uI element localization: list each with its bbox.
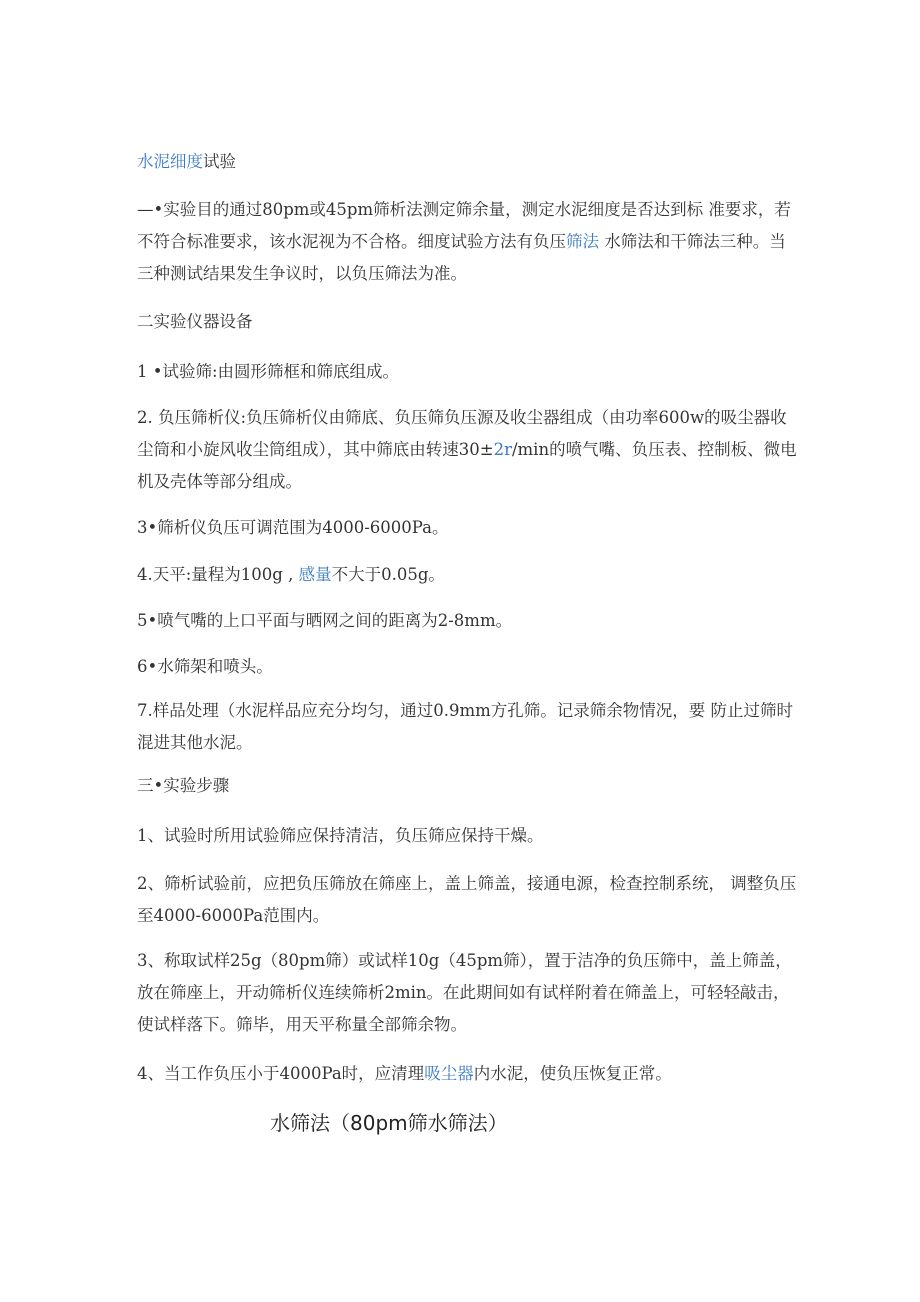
- section1-link[interactable]: 筛法: [566, 232, 599, 251]
- document-title: [137, 146, 797, 178]
- equipment-item-6: 6•水筛架和喷头。: [137, 657, 273, 676]
- water-sieve-subheading: 水筛法（80pm筛水筛法）: [270, 1111, 508, 1135]
- equipment-item-1: 1 •试验筛:由圆形筛框和筛底组成。: [137, 362, 400, 381]
- item4-text-a: 4.天平:量程为100g ,: [137, 565, 299, 584]
- equipment-item-7: 7.样品处理（水泥样品应充分均匀，通过0.9mm方孔筛。记录筛余物情况，要 防止过筛时混进其他水泥。: [137, 701, 794, 752]
- item4-link[interactable]: 感量: [298, 565, 332, 584]
- section3-heading: 三•实验步骤: [137, 776, 230, 795]
- equipment-item-2: [137, 402, 797, 498]
- section1-paragraph: [137, 194, 797, 290]
- title-link[interactable]: 水泥细度: [137, 152, 203, 171]
- step4-text-a: 4、当工作负压小于4000Pa时，应清理: [137, 1064, 425, 1083]
- title-rest: 试验: [203, 152, 236, 171]
- procedure-step-4: [137, 1058, 797, 1090]
- item4-text-b: 不大于0.05g。: [331, 565, 445, 584]
- section1-text-a: —•实验目的通过80pm或45pm筛析法测定筛余量，测定水泥细度是否达到标 准要求，若不符合标准要求，该水泥视为不合格。细度试验方法有负压: [137, 200, 791, 251]
- equipment-item-3: 3•筛析仪负压可调范围为4000-6000Pa。: [137, 518, 449, 537]
- item2-text-b: /min的喷气嘴、负压表、控制板、微电机及壳体等部分组成。: [137, 440, 797, 491]
- section2-heading: 二实验仪器设备: [137, 312, 253, 331]
- section1-text-b: 水筛法和干筛法三种。当三种测试结果发生争议时，以负压筛法为准。: [137, 232, 786, 283]
- item2-link[interactable]: 2r: [493, 440, 512, 459]
- equipment-item-5: 5•喷气嘴的上口平面与晒网之间的距离为2-8mm。: [137, 611, 513, 630]
- procedure-step-3: 3、称取试样25g（80pm筛）或试样10g（45pm筛），置于洁净的负压筛中，盖上筛盖，放在筛座上，开动筛析仪连续筛析2min。在此期间如有试样附着在筛盖上，可轻轻敲击，使试样落下。筛毕，用天平称量全部筛余物。: [137, 951, 792, 1034]
- procedure-step-2: 2、筛析试验前，应把负压筛放在筛座上，盖上筛盖，接通电源，检查控制系统， 调整负压至4000-6000Pa范围内。: [137, 874, 797, 925]
- item2-text-a: 2. 负压筛析仪:负压筛析仪由筛底、负压筛负压源及收尘器组成（由功率600w的吸尘器收尘筒和小旋风收尘筒组成），其中筛底由转速30±: [137, 408, 787, 459]
- step4-text-b: 内水泥，使负压恢复正常。: [473, 1064, 672, 1083]
- equipment-item-4: [137, 559, 797, 591]
- step4-link[interactable]: 吸尘器: [424, 1064, 474, 1083]
- procedure-step-1: 1、试验时所用试验筛应保持清洁，负压筛应保持干燥。: [137, 826, 544, 845]
